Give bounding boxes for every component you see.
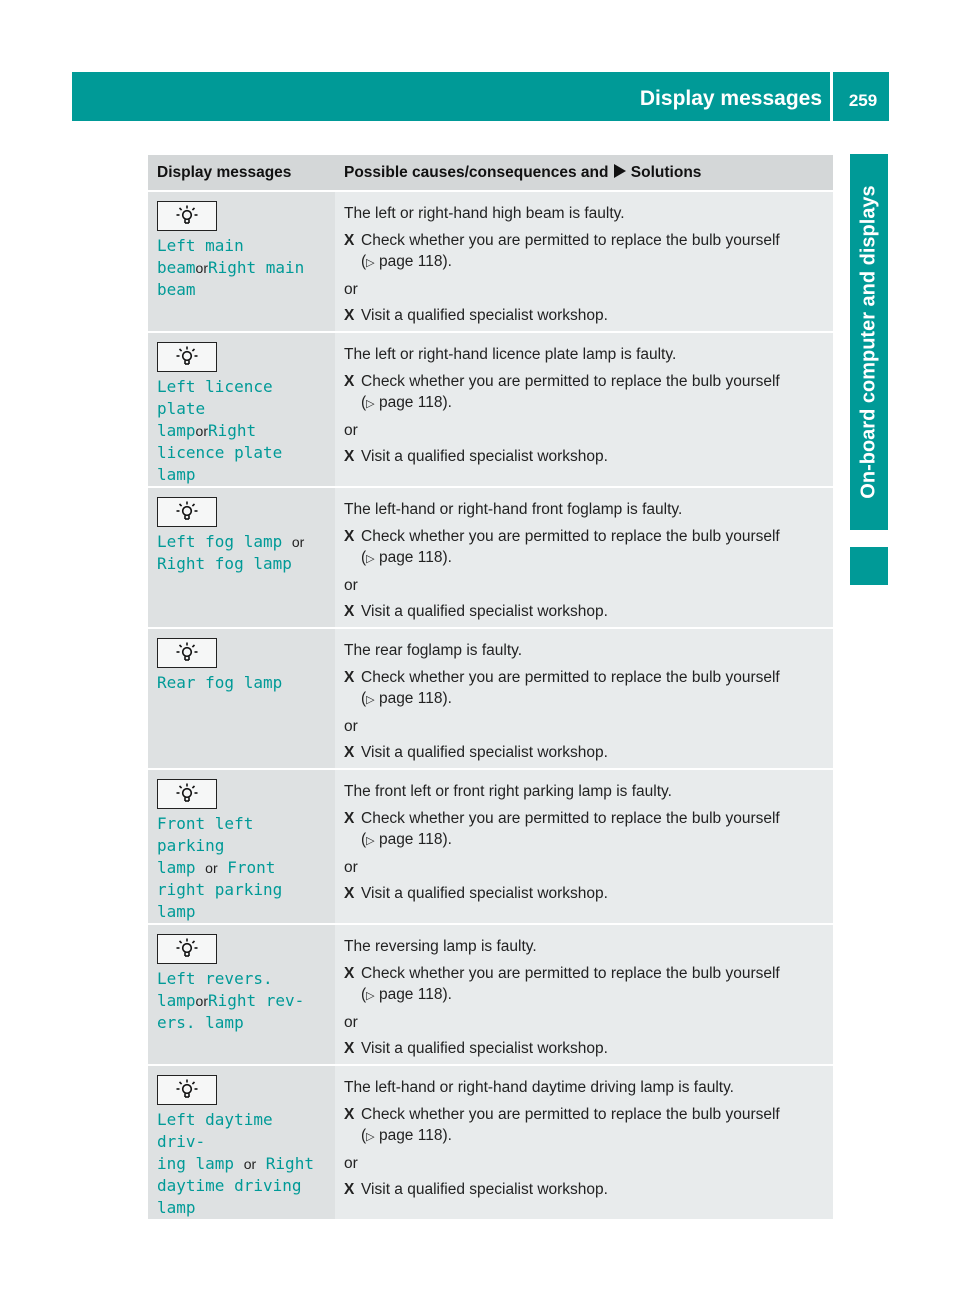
message-left: Left main beam [157,236,244,277]
check-text: Check whether you are permitted to replace the bulb yourself (▷ page 118). [361,669,780,707]
display-message-cell [148,769,335,924]
step-marker-icon: X [344,232,355,249]
table-row [148,332,833,487]
visit-text: Visit a qualified specialist workshop. [361,744,608,761]
cause-text: The left-hand or right-hand front foglamp is faulty. [344,501,683,518]
display-message-cell [148,332,335,487]
display-messages-table [148,155,833,1219]
visit-step [344,305,823,326]
message-left: Left daytime driv‐ ing lamp [157,1110,273,1173]
visit-step [344,1179,823,1200]
cause-text: The rear foglamp is faulty. [344,642,523,659]
side-tab-label: On-board computer and displays [857,185,880,499]
check-step [344,963,823,1007]
bulb-warning-icon [157,779,217,809]
page-title: Display messages [639,87,822,110]
step-marker-icon: X [344,810,355,827]
cause-text: The left-hand or right-hand daytime driving lamp is faulty. [344,1079,734,1096]
message-or: or [195,260,208,276]
display-message-cell [148,924,335,1065]
check-step [344,808,823,852]
or-text: or [344,1155,358,1172]
visit-step [344,742,823,763]
column-header-causes [335,155,833,191]
message-left: Left fog lamp [157,532,292,551]
page-ref-link[interactable]: page 118). [374,986,452,1003]
check-step [344,667,823,711]
display-message-text [157,531,327,575]
page-ref-arrow-icon: ▷ [366,1131,375,1143]
column-header-causes-text: Possible causes/consequences and [344,163,609,181]
display-message-cell [148,191,335,332]
display-message-cell [148,1065,335,1219]
check-step [344,230,823,274]
check-text: Check whether you are permitted to replace the bulb yourself (▷ page 118). [361,373,780,411]
bulb-warning-icon [157,342,217,372]
table-header-row [148,155,833,191]
column-header-solutions-text: Solutions [630,163,702,181]
visit-step [344,883,823,904]
message-right: Right rev‐ ers. lamp [157,991,305,1032]
cause-text: The left or right-hand licence plate lamp is faulty. [344,346,677,363]
page-ref-link[interactable]: page 118). [374,831,452,848]
page-ref-arrow-icon: ▷ [366,553,375,565]
step-marker-icon: X [344,1040,355,1057]
display-message-text [157,235,327,301]
page-ref-arrow-icon: ▷ [366,257,375,269]
solution-cell [335,191,833,332]
visit-text: Visit a qualified specialist workshop. [361,307,608,324]
visit-step [344,446,823,467]
table-row [148,628,833,769]
message-right: Right daytime driving lamp [157,1154,314,1217]
page-ref-link[interactable]: page 118). [374,549,452,566]
bulb-warning-icon [157,934,217,964]
solutions-arrow-icon [614,164,626,178]
page-ref-link[interactable]: page 118). [374,690,452,707]
check-step [344,371,823,415]
check-text: Check whether you are permitted to replace the bulb yourself (▷ page 118). [361,810,780,848]
check-text: Check whether you are permitted to replace the bulb yourself (▷ page 118). [361,232,780,270]
display-message-text [157,813,327,923]
step-marker-icon: X [344,1181,355,1198]
or-text: or [344,718,358,735]
message-right: Front right parking lamp [157,858,283,921]
check-step [344,526,823,570]
table-row [148,487,833,628]
display-message-cell [148,487,335,628]
step-marker-icon: X [344,744,355,761]
bulb-warning-icon [157,497,217,527]
table-row [148,191,833,332]
page-ref-link[interactable]: page 118). [374,394,452,411]
message-left: Left revers. lamp [157,969,273,1010]
solution-cell [335,332,833,487]
step-marker-icon: X [344,373,355,390]
message-right: Right fog lamp [157,554,292,573]
bulb-warning-icon [157,201,217,231]
display-message-text [157,672,327,694]
message-left: Rear fog lamp [157,673,283,692]
check-step [344,1104,823,1148]
visit-text: Visit a qualified specialist workshop. [361,885,608,902]
solution-cell [335,487,833,628]
message-right: Right licence plate lamp [157,421,283,484]
check-text: Check whether you are permitted to replace the bulb yourself (▷ page 118). [361,1106,780,1144]
message-or: or [205,860,218,876]
display-message-cell [148,628,335,769]
visit-step [344,601,823,622]
display-message-text [157,1109,327,1219]
side-tab-marker [850,547,888,585]
visit-step [344,1038,823,1059]
cause-text: The front left or front right parking lamp is faulty. [344,783,672,800]
display-message-text [157,968,327,1034]
visit-text: Visit a qualified specialist workshop. [361,1181,608,1198]
message-left: Left licence plate lamp [157,377,273,440]
solution-cell [335,769,833,924]
check-text: Check whether you are permitted to replace the bulb yourself (▷ page 118). [361,528,780,566]
table-row [148,769,833,924]
message-or: or [291,534,305,550]
bulb-warning-icon [157,1075,217,1105]
table-row [148,1065,833,1219]
or-text: or [344,281,358,298]
page-ref-arrow-icon: ▷ [366,990,375,1002]
solution-cell [335,1065,833,1219]
display-message-text [157,376,327,486]
step-marker-icon: X [344,885,355,902]
step-marker-icon: X [344,448,355,465]
message-or: or [195,423,208,439]
page-ref-link[interactable]: page 118). [374,1127,452,1144]
visit-text: Visit a qualified specialist workshop. [361,448,608,465]
check-text: Check whether you are permitted to replace the bulb yourself (▷ page 118). [361,965,780,1003]
page-ref-arrow-icon: ▷ [366,694,375,706]
step-marker-icon: X [344,528,355,545]
cause-text: The reversing lamp is faulty. [344,938,537,955]
visit-text: Visit a qualified specialist workshop. [361,603,608,620]
page-ref-arrow-icon: ▷ [366,398,375,410]
step-marker-icon: X [344,603,355,620]
solution-cell [335,924,833,1065]
message-or: or [195,993,208,1009]
step-marker-icon: X [344,669,355,686]
bulb-warning-icon [157,638,217,668]
step-marker-icon: X [344,965,355,982]
message-or: or [243,1156,257,1172]
page-number: 259 [848,91,878,110]
message-left: Front left parking lamp [157,814,254,877]
column-header-display-messages: Display messages [148,155,335,191]
header-divider [830,72,833,121]
solution-cell [335,628,833,769]
or-text: or [344,859,358,876]
or-text: or [344,577,358,594]
step-marker-icon: X [344,307,355,324]
cause-text: The left or right-hand high beam is faulty. [344,205,625,222]
or-text: or [344,422,358,439]
table-row [148,924,833,1065]
visit-text: Visit a qualified specialist workshop. [361,1040,608,1057]
page-ref-arrow-icon: ▷ [366,835,375,847]
step-marker-icon: X [344,1106,355,1123]
or-text: or [344,1014,358,1031]
page-ref-link[interactable]: page 118). [374,253,452,270]
message-right: Right main beam [157,258,305,299]
